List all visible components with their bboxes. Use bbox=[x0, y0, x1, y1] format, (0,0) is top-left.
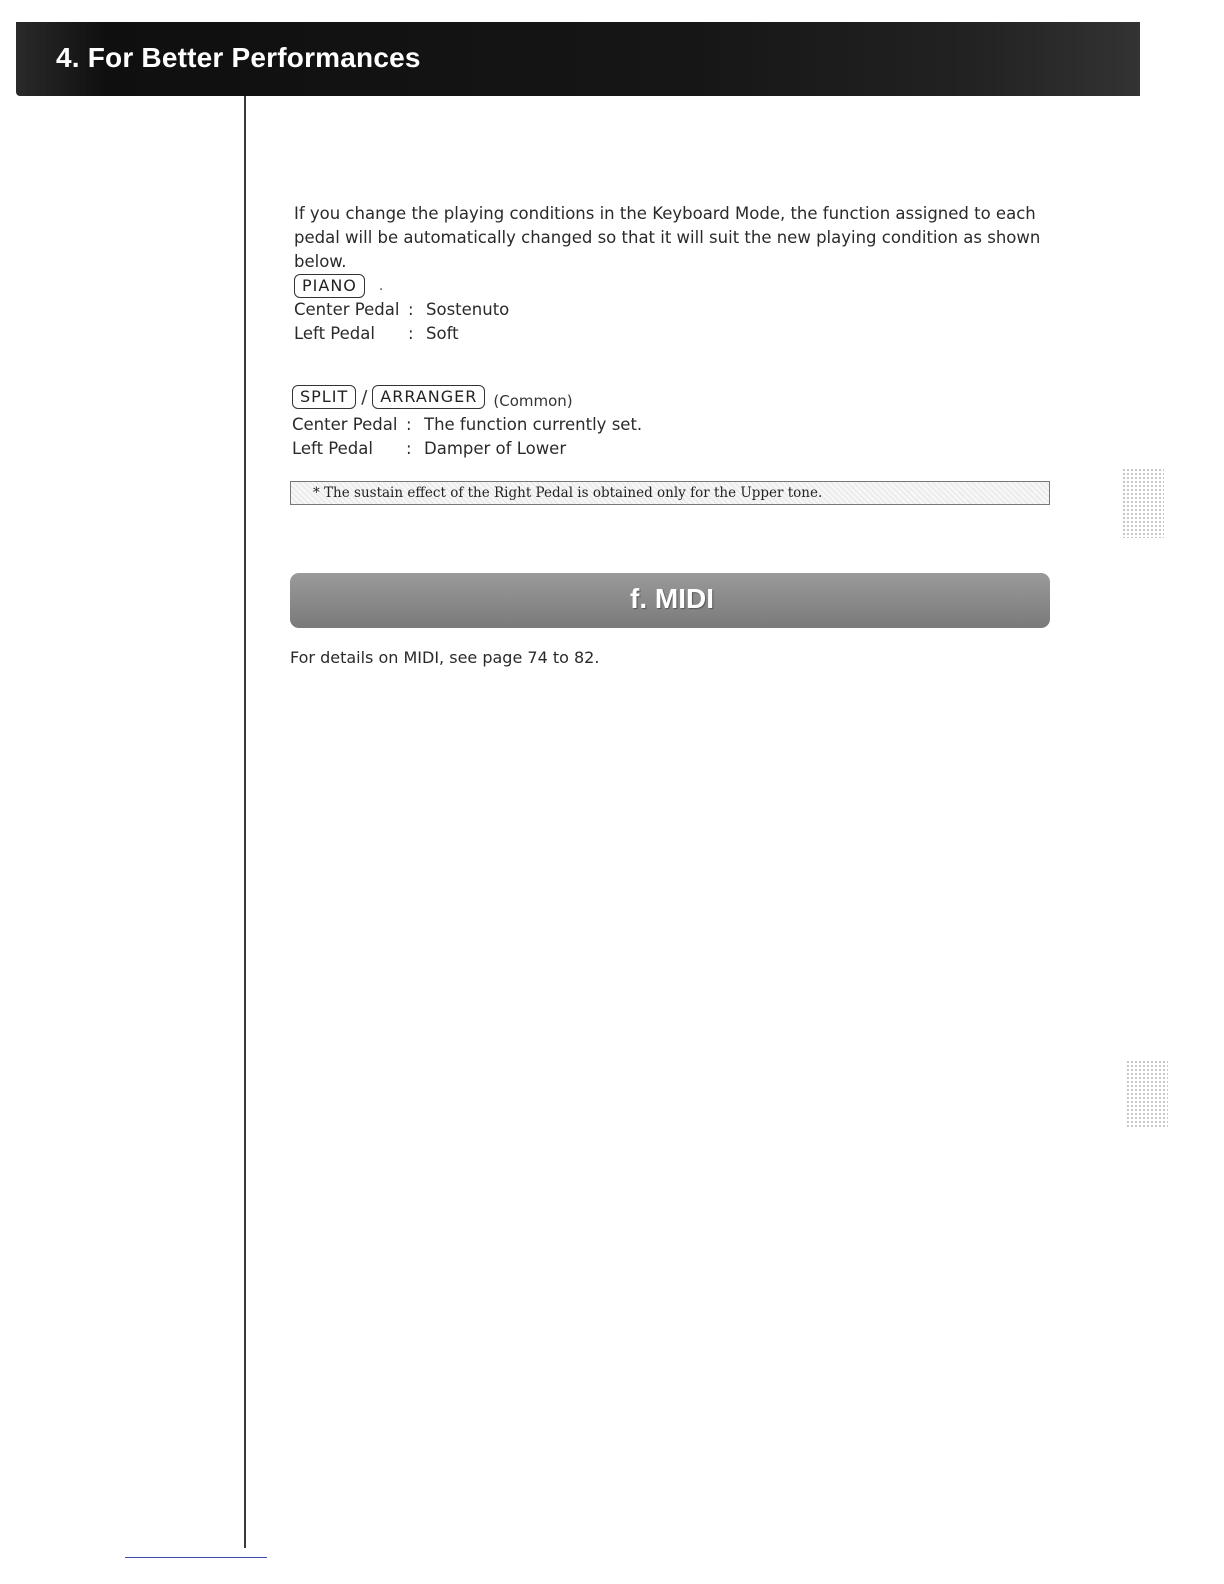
pedal-row bbox=[292, 437, 642, 461]
pedal-function: The function currently set. bbox=[424, 415, 643, 434]
halftone-mark bbox=[1122, 468, 1164, 538]
arranger-key: ARRANGER bbox=[372, 385, 485, 409]
colon: : bbox=[406, 415, 412, 434]
split-pedal-table bbox=[292, 413, 642, 461]
sustain-note: * The sustain effect of the Right Pedal is obtained only for the Upper tone. bbox=[290, 481, 1050, 505]
colon: : bbox=[408, 324, 414, 343]
intro-paragraph: If you change the playing conditions in the Keyboard Mode, the function assigned to each pedal will be automatically changed so that it will suit the new playing condition as shown below. bbox=[294, 204, 1041, 271]
piano-pedal-table bbox=[294, 298, 509, 346]
slash: / bbox=[361, 386, 368, 408]
halftone-mark bbox=[1126, 1060, 1168, 1128]
pedal-row bbox=[292, 413, 642, 437]
pedal-function: Damper of Lower bbox=[424, 439, 567, 458]
page-title: 4. For Better Performances bbox=[56, 42, 421, 73]
footer-line bbox=[125, 1557, 267, 1558]
pedal-name: Left Pedal bbox=[292, 439, 373, 458]
dot-mark: . bbox=[378, 278, 384, 294]
pedal-row bbox=[294, 322, 509, 346]
pedal-function: Soft bbox=[426, 324, 459, 343]
midi-section-banner bbox=[290, 573, 1050, 628]
piano-mode-heading bbox=[294, 274, 383, 298]
pedal-name: Center Pedal bbox=[292, 415, 398, 434]
colon: : bbox=[408, 300, 414, 319]
split-key: SPLIT bbox=[292, 385, 356, 409]
midi-paragraph: For details on MIDI, see page 74 to 82. bbox=[290, 648, 600, 667]
split-mode-heading bbox=[292, 385, 573, 409]
pedal-name: Left Pedal bbox=[294, 324, 375, 343]
common-label: (Common) bbox=[493, 392, 573, 410]
colon: : bbox=[406, 439, 412, 458]
pedal-row bbox=[294, 298, 509, 322]
margin-rule bbox=[244, 96, 246, 1548]
pedal-name: Center Pedal bbox=[294, 300, 400, 319]
pedal-function: Sostenuto bbox=[426, 300, 510, 319]
midi-section-title: f. MIDI bbox=[630, 583, 714, 614]
piano-key: PIANO bbox=[294, 274, 365, 298]
